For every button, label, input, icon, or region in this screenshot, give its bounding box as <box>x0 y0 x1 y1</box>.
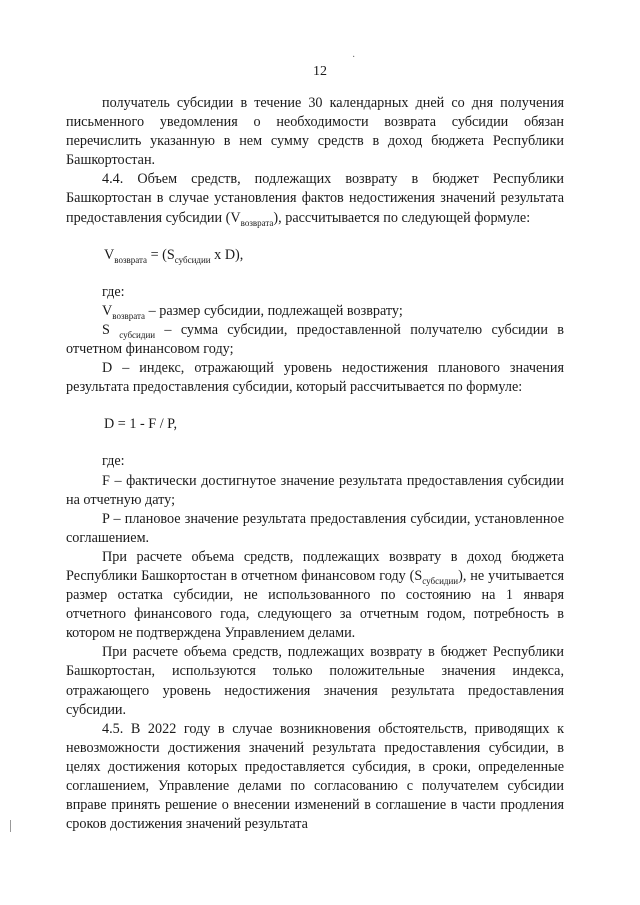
definition-p: P – плановое значение результата предоставления субсидии, установленное соглашением. <box>66 510 564 546</box>
paragraph-4-4: 4.4. Объем средств, подлежащих возврату в бюджет Республики Башкортостан в случае установления фактов недостижения значений результата предоставления субсидии $(V_{возврата})$, рассчитывается по следующей формуле: <box>66 171 564 228</box>
definition-v: $V_{возврата}$ – размер субсидии, подлежащей возврату; <box>102 302 403 321</box>
paragraph-positive-values: При расчете объема средств, подлежащих возврату в бюджет Республики Башкортостан, используются только положительные значения индекса, отражающего уровень недостижения значения результата предоставления субсидии. <box>66 644 564 718</box>
scan-dot: · <box>352 52 356 63</box>
document-body <box>66 94 564 834</box>
where-label-1: где: <box>102 283 125 300</box>
scan-margin-mark <box>10 820 11 832</box>
paragraph-return-obligation: получатель субсидии в течение 30 календарных дней со дня получения письменного уведомления о необходимости возврата субсидии обязан перечислить указанную в нем сумму средств в доход бюджета Республики Башкортостан. <box>66 95 564 169</box>
where-label-2: где: <box>102 453 125 470</box>
paragraph-calculation-remainder: При расчете объема средств, подлежащих возврату в доход бюджета Республики Башкортостан в отчетном финансовом году $(S_{субсидии})$, не учитывается размер остатка субсидии, не использованного по состоянию на 1 января отчетного финансового года, следующего за отчетным годом, потребность в котором не подтверждена Управлением делами. <box>66 548 564 642</box>
paragraph-4-5: 4.5. В 2022 году в случае возникновения обстоятельств, приводящих к невозможности достижения значений результата предоставления субсидии, в целях достижения которых предоставляется субсидия, в сроки, определенные соглашением, Управление делами по согласованию с получателем субсидии вправе принять решение о внесении изменений в соглашение в части продления сроков достижения значений результата <box>66 720 564 833</box>
definition-f: F – фактически достигнутое значение результата предоставления субсидии на отчетную дату; <box>66 472 564 508</box>
page-number: 12 <box>313 64 327 79</box>
definition-d: D – индекс, отражающий уровень недостижения планового значения результата предоставления субсидии, который рассчитывается по формуле: <box>66 360 564 396</box>
formula-return-volume: $V_{возврата} = (S_{субсидии}$ x D), <box>104 246 244 265</box>
definition-s: S $_{субсидии}$ – сумма субсидии, предоставленной получателю субсидии в отчетном финансовом году; <box>66 321 565 358</box>
formula-index: D = 1 - F / P, <box>104 416 178 433</box>
